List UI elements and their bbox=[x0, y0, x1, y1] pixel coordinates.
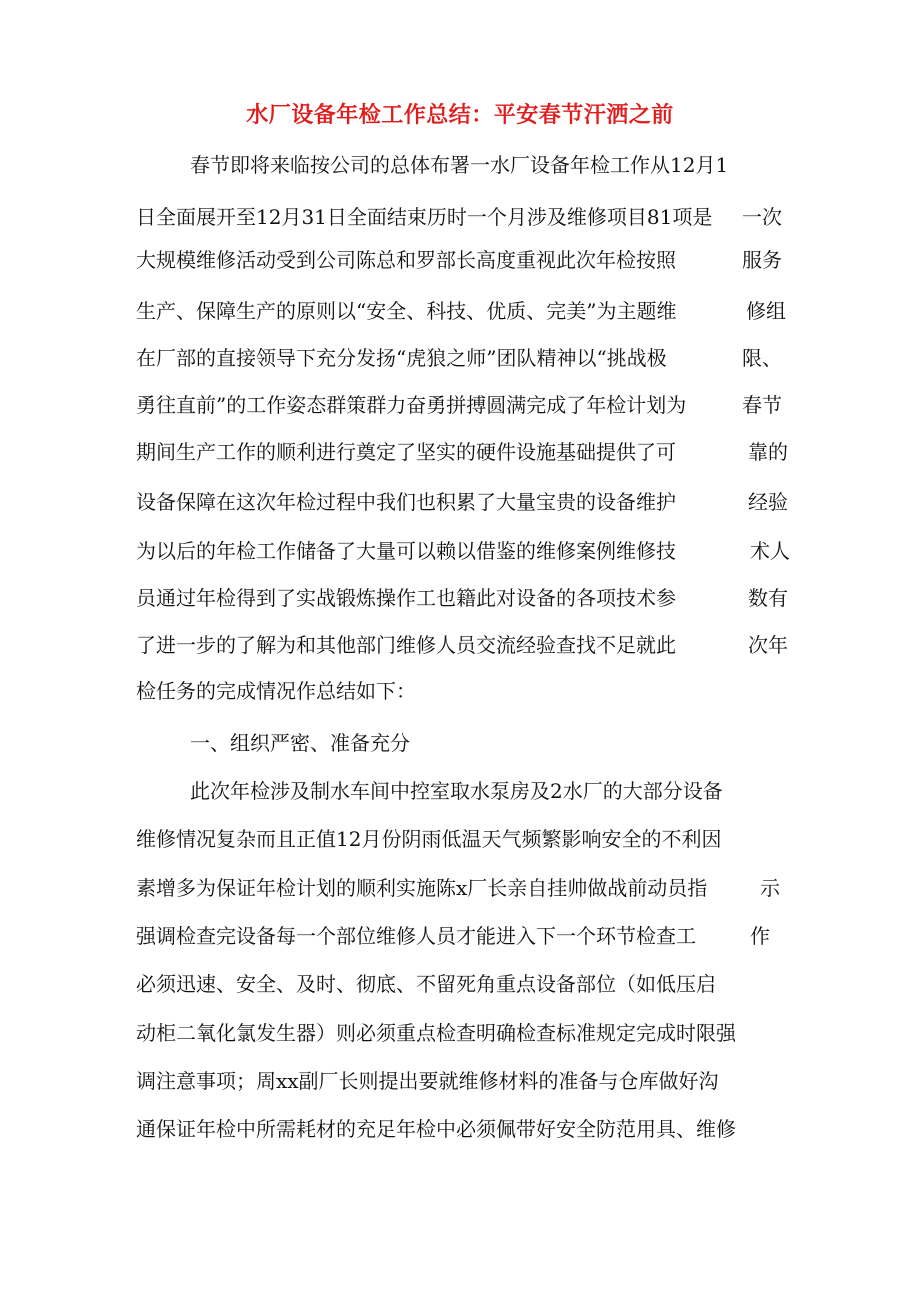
line-text-tail: 术人 bbox=[750, 539, 790, 563]
line-text: 动柜二氧化氯发生器）则必须重点检查明确检查标准规定完成时限强 bbox=[136, 1021, 736, 1045]
line-text-tail: 服务 bbox=[742, 248, 782, 272]
line-text-tail: 示 bbox=[760, 876, 780, 900]
line-text: 生产、保障生产的原则以“安全、科技、优质、完美”为主题维 bbox=[136, 299, 677, 323]
paragraph-line bbox=[136, 873, 796, 903]
paragraph-line bbox=[136, 969, 796, 999]
line-text: 素增多为保证年检计划的顺利实施陈x厂长亲自挂帅做战前动员指 bbox=[136, 876, 708, 900]
paragraph-line bbox=[136, 390, 796, 420]
paragraph-line bbox=[136, 1018, 796, 1048]
document-title: 水厂设备年检工作总结：平安春节汗洒之前 bbox=[246, 102, 674, 128]
paragraph-line bbox=[136, 202, 796, 232]
paragraph-line bbox=[136, 921, 796, 951]
paragraph-line bbox=[136, 630, 796, 660]
section-heading-text: 一、组织严密、准备充分 bbox=[190, 731, 410, 755]
line-text: 通保证年检中所需耗材的充足年检中必须佩带好安全防范用具、维修 bbox=[136, 1117, 736, 1141]
paragraph-line bbox=[136, 1114, 796, 1144]
paragraph-line bbox=[136, 487, 796, 517]
line-text-tail: 次年 bbox=[748, 633, 788, 657]
paragraph-line bbox=[136, 676, 796, 706]
paragraph-line bbox=[136, 296, 796, 326]
line-text: 员通过年检得到了实战锻炼操作工也籍此对设备的各项技术参 bbox=[136, 586, 676, 610]
line-text-tail: 作 bbox=[750, 924, 770, 948]
line-text: 此次年检涉及制水车间中控室取水泵房及2水厂的大部分设备 bbox=[190, 779, 723, 803]
section-heading bbox=[190, 728, 796, 758]
paragraph-line bbox=[136, 437, 796, 467]
line-text: 期间生产工作的顺利进行奠定了坚实的硬件设施基础提供了可 bbox=[136, 440, 676, 464]
line-text: 为以后的年检工作储备了大量可以赖以借鉴的维修案例维修技 bbox=[136, 539, 676, 563]
paragraph-line bbox=[190, 776, 796, 806]
paragraph-line bbox=[136, 343, 796, 373]
line-text-tail: 一次 bbox=[742, 205, 782, 229]
line-text: 日全面展开至12月31日全面结束历时一个月涉及维修项目81项是 bbox=[136, 205, 713, 229]
line-text-tail: 靠的 bbox=[748, 440, 788, 464]
line-text-tail: 春节 bbox=[742, 393, 782, 417]
line-text: 强调检查完设备每一个部位维修人员才能进入下一个环节检查工 bbox=[136, 924, 696, 948]
line-text-tail: 修组 bbox=[746, 299, 786, 323]
line-text: 春节即将来临按公司的总体布署一水厂设备年检工作从12月1 bbox=[190, 153, 729, 177]
paragraph-line bbox=[136, 1066, 796, 1096]
line-text: 大规模维修活动受到公司陈总和罗部长高度重视此次年检按照 bbox=[136, 248, 676, 272]
line-text: 必须迅速、安全、及时、彻底、不留死角重点设备部位（如低压启 bbox=[136, 972, 716, 996]
line-text-tail: 经验 bbox=[748, 490, 788, 514]
paragraph-line bbox=[136, 824, 796, 854]
line-text: 勇往直前”的工作姿态群策群力奋勇拼搏圆满完成了年检计划为 bbox=[136, 393, 687, 417]
paragraph-line bbox=[136, 245, 796, 275]
line-text: 在厂部的直接领导下充分发扬“虎狼之师”团队精神以“挑战极 bbox=[136, 346, 667, 370]
line-text: 了进一步的了解为和其他部门维修人员交流经验查找不足就此 bbox=[136, 633, 676, 657]
line-text: 检任务的完成情况作总结如下： bbox=[136, 679, 416, 703]
line-text-tail: 限、 bbox=[742, 346, 782, 370]
paragraph-line bbox=[136, 536, 796, 566]
paragraph-line bbox=[136, 583, 796, 613]
line-text: 维修情况复杂而且正值12月份阴雨低温天气频繁影响安全的不利因 bbox=[136, 827, 722, 851]
line-text: 调注意事项；周xx副厂长则提出要就维修材料的准备与仓库做好沟 bbox=[136, 1069, 719, 1093]
line-text-tail: 数有 bbox=[748, 586, 788, 610]
paragraph-line bbox=[190, 150, 796, 180]
line-text: 设备保障在这次年检过程中我们也积累了大量宝贵的设备维护 bbox=[136, 490, 676, 514]
